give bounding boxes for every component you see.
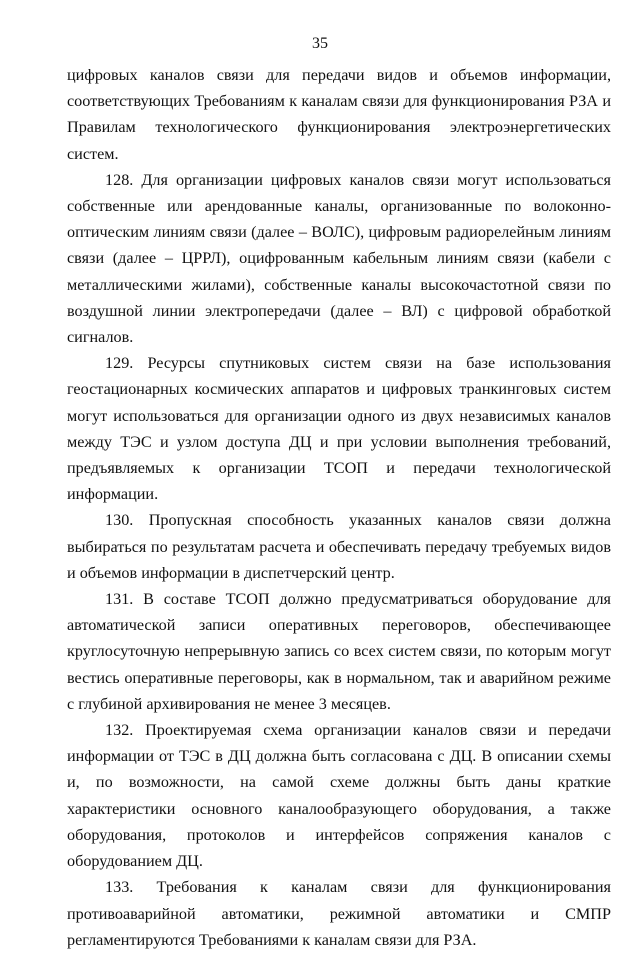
- paragraph-130: 130. Пропускная способность указанных каналов связи должна выбираться по результатам расчета и обеспечивать передачу требуемых видов и объемов информации в диспетчерский центр.: [67, 511, 611, 582]
- paragraph-133: 133. Требования к каналам связи для функционирования противоаварийной автоматики, режимной автоматики и СМПР регламентируются Требованиями к каналам связи для РЗА.: [67, 878, 611, 949]
- paragraph-131: 131. В составе ТСОП должно предусматриваться оборудование для автоматической записи оперативных переговоров, обеспечивающее круглосуточную непрерывную запись со всех систем связи, по которым могут вестись оперативные переговоры, как в нормальном, так и аварийном режиме с глубиной архивирования не менее 3 месяцев.: [67, 590, 611, 713]
- document-body: [67, 62, 611, 953]
- page-number: 35: [312, 35, 328, 52]
- paragraph-128: 128. Для организации цифровых каналов связи могут использоваться собственные или арендованные каналы, организованные по волоконно-оптическим линиям связи (далее – ВОЛС), цифровым радиорелейным линиям связи (далее – ЦРРЛ), оцифрованным кабельным линиям связи (кабели с металлическими жилами), собственные каналы высокочастотной связи по воздушной линии электропередачи (далее – ВЛ) с цифровой обработкой сигналов.: [67, 170, 611, 347]
- paragraph-continuation: цифровых каналов связи для передачи видов и объемов информации, соответствующих Требованиям к каналам связи для функционирования РЗА и Правилам технологического функционирования электроэнергетических систем.: [67, 66, 611, 163]
- paragraph-129: 129. Ресурсы спутниковых систем связи на базе использования геостационарных космических аппаратов и цифровых транкинговых систем могут использоваться для организации одного из двух независимых каналов между ТЭС и узлом доступа ДЦ и при условии выполнения требований, предъявляемых к организации ТСОП и передачи технологической информации.: [67, 354, 611, 504]
- paragraph-132: 132. Проектируемая схема организации каналов связи и передачи информации от ТЭС в ДЦ должна быть согласована с ДЦ. В описании схемы и, по возможности, на самой схеме должны быть даны краткие характеристики основного каналообразующего оборудования, а также оборудования, протоколов и интерфейсов сопряжения каналов с оборудованием ДЦ.: [67, 721, 611, 871]
